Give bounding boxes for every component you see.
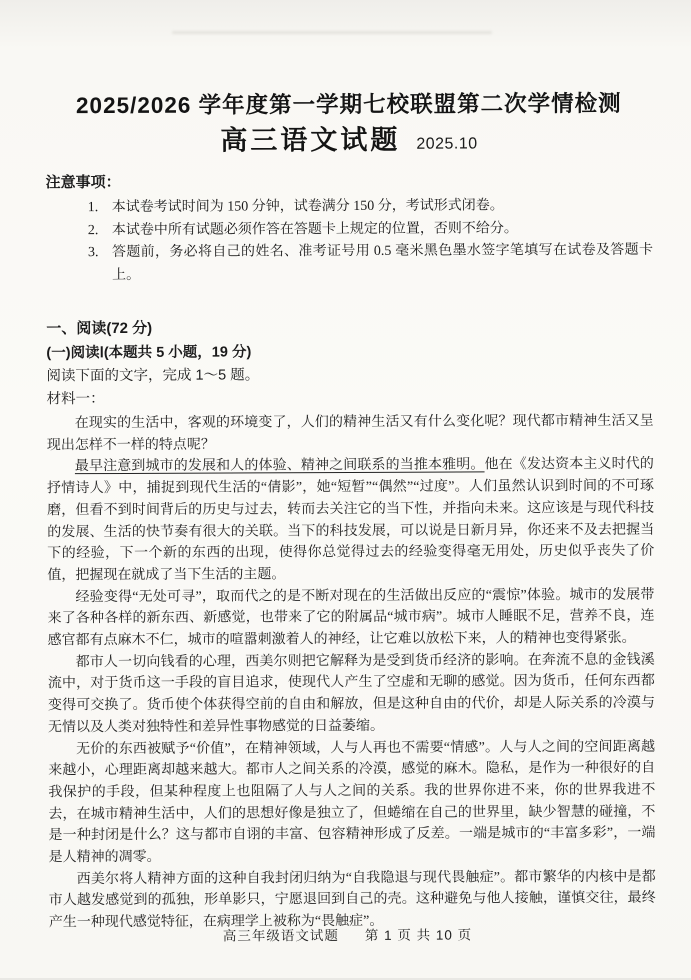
exam-date: 2025.10 (416, 135, 477, 152)
passage-paragraph-6: 西美尔将人精神方面的这种自我封闭归纳为“自我隐退与现代畏触症”。都市繁华的内核中是都市人越发感觉到的孤独，形单影只，宁愿退回到自己的壳。这种避免与他人接触，谨慎交往，最终产生一种现代感觉特征，在病理学上被称为“畏触症”。 (49, 866, 656, 934)
notice-item-text: 本试卷中所有试题必须作答在答题卡上规定的位置，否则不给分。 (112, 217, 653, 242)
notice-heading: 注意事项： (46, 170, 653, 195)
notice-list (46, 195, 653, 288)
material-label: 材料一： (47, 386, 654, 412)
notice-item-3 (46, 240, 653, 288)
exam-title: 2025/2026 学年度第一学期七校联盟第二次学情检测 (45, 89, 652, 122)
reading-passage (47, 411, 656, 935)
passage-paragraph-3: 经验变得“无处可寻”，取而代之的是不断对现在的生活做出反应的“震惊”体验。城市的发展带来了各种各样的新东西、新感觉，也带来了它的附属品“城市病”。城市人睡眠不足，营养不良，连感官都有点麻木不仁，城市的喧嚣刺激着人的神经，让它难以放松下来，人的精神也变得紧张。 (47, 584, 654, 652)
notice-item-number: 3. (88, 242, 112, 287)
paragraph-2-rest: 他在《发达资本主义时代的抒情诗人》中，捕捉到现代生活的“倩影”，她“短暂”“偶然”“过度”。人们虽然认识到时间的不可琢磨，但看不到时间背后的历史与过去，转而去关注它的当下性，并指向未来。这应该是与现代科技的发展、生活的快节奏有很大的关联。当下的科技发展，可以说是日新月异，你还来不及去把握当下的经验，下一个新的东西的出现，使得你总觉得过去的经验变得毫无用处，历史似乎丧失了价值，把握现在就成了当下生活的主题。 (47, 457, 654, 583)
subsection-heading: (一)阅读Ⅰ(本题共 5 小题，19 分) (46, 339, 653, 366)
page-footer (2, 922, 691, 945)
passage-paragraph-1: 在现实的生活中，客观的环境变了，人们的精神生活又有什么变化呢？现代都市精神生活又呈现出怎样不一样的特点呢？ (47, 411, 654, 457)
section-heading: 一、阅读(72 分) (46, 314, 653, 342)
footer-page-info: 第 1 页 共 10 页 (365, 927, 472, 942)
passage-paragraph-4: 都市人一切向钱看的心理，西美尔则把它解释为是受到货币经济的影响。在奔流不息的金钱溪流中，对于货币这一手段的盲目追求，使现代人产生了空虚和无聊的感觉。因为货币，任何东西都变得可交换了。货币使个体获得空前的自由和解放，但是这种自由的代价，却是人际关系的冷漠与无情以及人类对独特性和差异性事物感觉的日益萎缩。 (48, 649, 655, 738)
passage-paragraph-2 (47, 454, 655, 587)
notice-item-text: 答题前，务必将自己的姓名、准考证号用 0.5 毫米黑色墨水签字笔填写在试卷及答题卡上。 (112, 240, 653, 287)
reading-instruction: 阅读下面的文字，完成 1～5 题。 (46, 363, 653, 389)
reading-section (46, 314, 653, 412)
notice-item-number: 2. (88, 220, 112, 243)
underlined-sentence: 最早注意到城市的发展和人的体验、精神之间联系的当推本雅明。 (75, 458, 485, 475)
notice-item-1 (46, 195, 653, 220)
exam-subtitle-row (45, 122, 652, 164)
passage-paragraph-5: 无价的东西被赋予“价值”，在精神领域，人与人再也不需要“情感”。人与人之间的空间距离越来越小，心理距离却越来越大。都市人之间关系的冷漠，感觉的麻木。隐私，是作为一种很好的自我保护的手段，但某种程度上也阻隔了人与人之间的关系。我的世界你进不来，你的世界我进不去，在城市精神生活中，人们的思想好像是独立了，但蜷缩在自己的世界里，缺少智慧的碰撞，不是一种封闭是什么？这与都市自诩的丰富、包容精神形成了反差。一端是城市的“丰富多彩”，一端是人精神的凋零。 (48, 736, 656, 869)
exam-subtitle: 高三语文试题 (220, 125, 400, 156)
notice-item-number: 1. (88, 197, 112, 220)
notice-item-text: 本试卷考试时间为 150 分钟，试卷满分 150 分，考试形式闭卷。 (112, 195, 653, 220)
footer-doc-label: 高三年级语文试题 (223, 928, 339, 944)
notice-item-2 (46, 217, 653, 242)
